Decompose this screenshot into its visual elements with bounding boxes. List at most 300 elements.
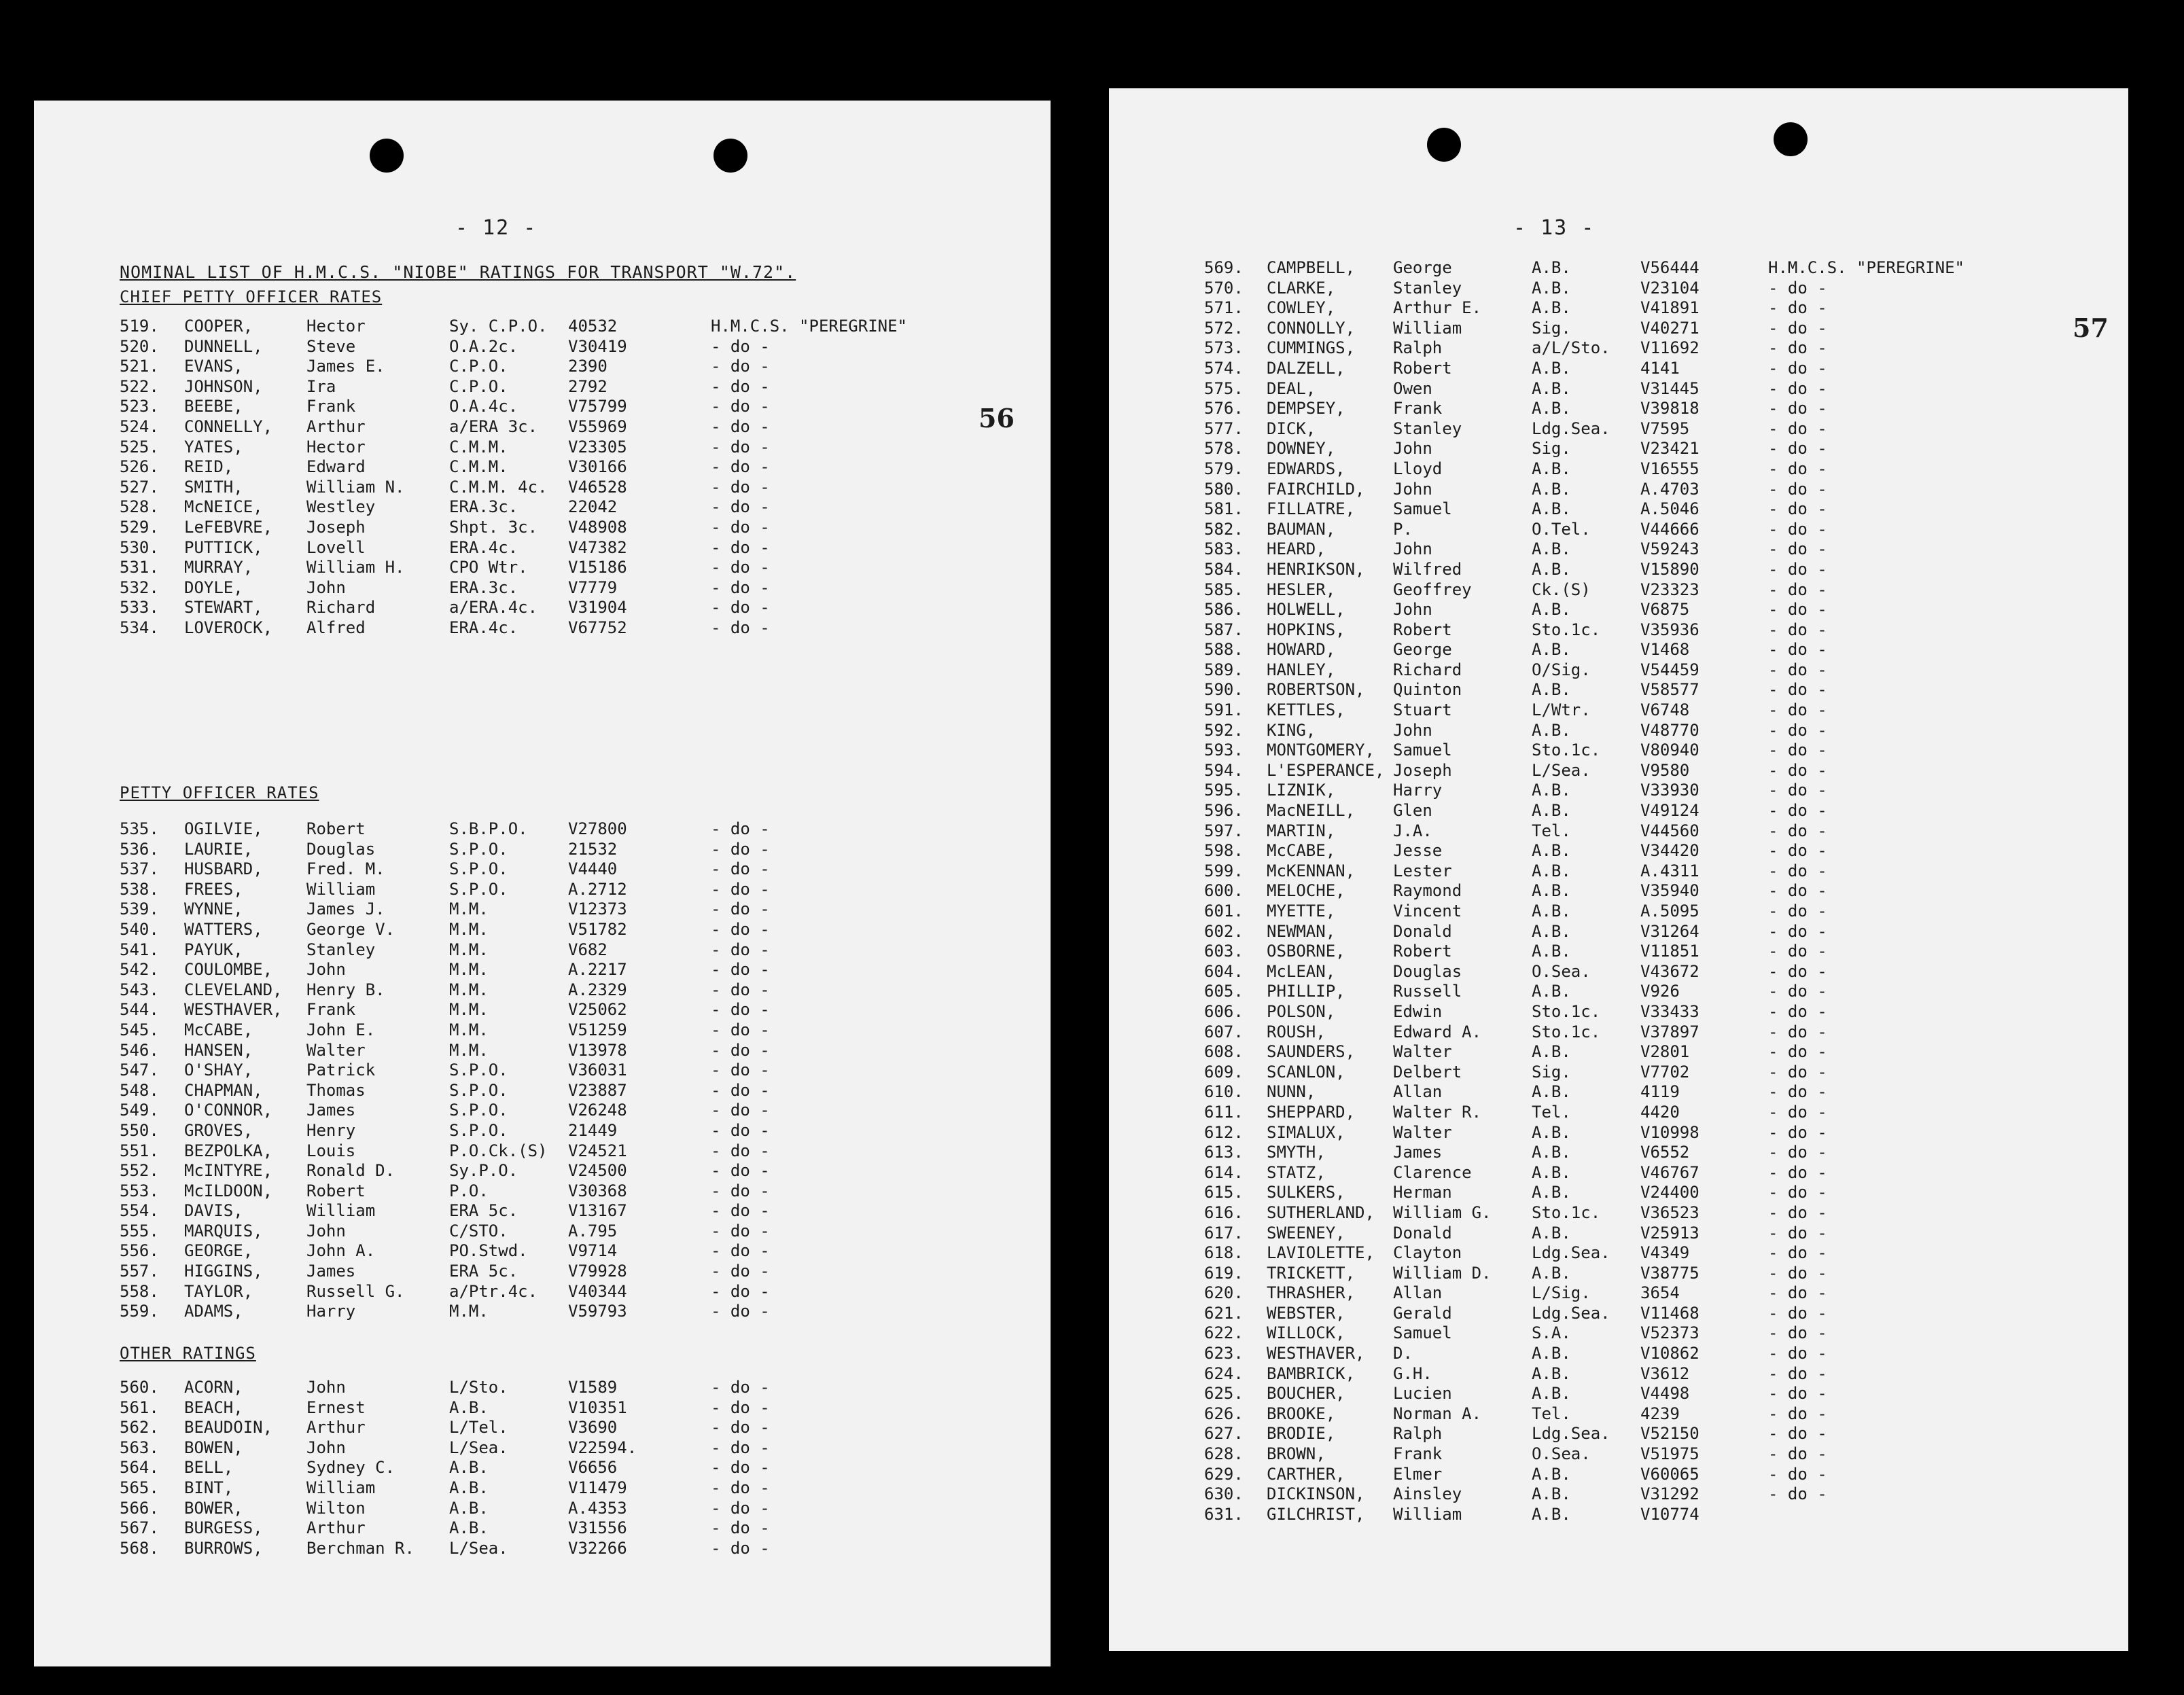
- entry-number-cell: 530.: [120, 537, 159, 557]
- table-row: [120, 538, 1003, 558]
- entry-number-cell: 582.: [1204, 519, 1244, 539]
- official-number-cell: V59243: [1640, 539, 1699, 559]
- rating-cell: a/ERA.4c.: [449, 598, 538, 618]
- table-row: [1204, 1224, 2088, 1244]
- entry-number-cell: 588.: [1204, 640, 1244, 660]
- punch-hole: [714, 139, 747, 173]
- entry-number-cell: 630.: [1204, 1484, 1244, 1504]
- table-row: [120, 337, 1003, 357]
- given-name-cell: John: [306, 577, 346, 597]
- rating-cell: L/Sto.: [449, 1378, 508, 1397]
- given-name-cell: James: [1393, 1143, 1443, 1162]
- ship-cell: - do -: [1768, 579, 1827, 599]
- table-row: [1204, 439, 2088, 459]
- ship-cell: H.M.C.S. "PEREGRINE": [1768, 258, 1965, 277]
- ship-cell: - do -: [711, 1201, 770, 1221]
- ship-cell: - do -: [1768, 1062, 1827, 1082]
- table-row: [120, 397, 1003, 417]
- surname-cell: FREES,: [184, 879, 243, 899]
- official-number-cell: V38775: [1640, 1263, 1699, 1283]
- official-number-cell: V6656: [568, 1458, 618, 1478]
- table-row: [1204, 902, 2088, 922]
- entry-number-cell: 621.: [1204, 1303, 1244, 1323]
- table-row: [1204, 480, 2088, 500]
- table-row: [1204, 1264, 2088, 1284]
- given-name-cell: John: [306, 1378, 346, 1397]
- ship-cell: - do -: [711, 1458, 770, 1478]
- given-name-cell: Walter: [1393, 1122, 1452, 1142]
- page-number: - 13 -: [1513, 216, 1596, 240]
- official-number-cell: V31445: [1640, 378, 1699, 398]
- surname-cell: GEORGE,: [184, 1241, 253, 1261]
- surname-cell: O'CONNOR,: [184, 1101, 273, 1120]
- surname-cell: MELOCHE,: [1267, 881, 1345, 901]
- entry-number-cell: 605.: [1204, 982, 1244, 1001]
- entry-number-cell: 584.: [1204, 559, 1244, 579]
- official-number-cell: 2792: [568, 376, 607, 396]
- ship-cell: - do -: [711, 1241, 770, 1261]
- entry-number-cell: 550.: [120, 1120, 159, 1140]
- section-table: [120, 819, 1003, 1322]
- given-name-cell: Henry: [306, 1120, 356, 1140]
- surname-cell: KING,: [1267, 720, 1316, 740]
- document-title: NOMINAL LIST OF H.M.C.S. "NIOBE" RATINGS FOR TRANSPORT "W.72".: [120, 262, 796, 282]
- surname-cell: LeFEBVRE,: [184, 517, 273, 537]
- entry-number-cell: 579.: [1204, 459, 1244, 478]
- table-row: [120, 377, 1003, 397]
- given-name-cell: Ronald D.: [306, 1161, 395, 1181]
- rating-cell: PO.Stwd.: [449, 1241, 528, 1261]
- given-name-cell: Harry: [1393, 781, 1443, 800]
- given-name-cell: Robert: [1393, 942, 1452, 961]
- official-number-cell: V80940: [1640, 741, 1699, 760]
- table-row: [120, 598, 1003, 618]
- ship-cell: - do -: [711, 899, 770, 919]
- surname-cell: DICK,: [1267, 418, 1316, 438]
- given-name-cell: Vincent: [1393, 902, 1462, 921]
- rating-cell: M.M.: [449, 960, 489, 980]
- given-name-cell: Frank: [1393, 399, 1443, 418]
- entry-number-cell: 618.: [1204, 1243, 1244, 1263]
- official-number-cell: 22042: [568, 497, 618, 517]
- surname-cell: COWLEY,: [1267, 298, 1336, 318]
- surname-cell: LAVIOLETTE,: [1267, 1243, 1375, 1263]
- table-row: [120, 1020, 1003, 1041]
- official-number-cell: V31904: [568, 598, 627, 618]
- entry-number-cell: 604.: [1204, 961, 1244, 981]
- ship-cell: - do -: [1768, 861, 1827, 880]
- entry-number-cell: 623.: [1204, 1344, 1244, 1363]
- entry-number-cell: 547.: [120, 1060, 159, 1080]
- rating-cell: M.M.: [449, 1302, 489, 1321]
- rating-cell: L/Sea.: [449, 1438, 508, 1457]
- entry-number-cell: 598.: [1204, 841, 1244, 861]
- ship-cell: - do -: [1768, 1444, 1827, 1464]
- table-row: [1204, 1143, 2088, 1163]
- table-row: [120, 980, 1003, 1001]
- rating-cell: Sto.1c.: [1532, 741, 1601, 760]
- entry-number-cell: 534.: [120, 618, 159, 637]
- entry-number-cell: 553.: [120, 1181, 159, 1200]
- rating-cell: M.M.: [449, 899, 489, 919]
- rating-cell: A.B.: [449, 1397, 489, 1417]
- official-number-cell: V51975: [1640, 1444, 1699, 1464]
- rating-cell: S.P.O.: [449, 859, 508, 879]
- surname-cell: ACORN,: [184, 1378, 243, 1397]
- entry-number-cell: 590.: [1204, 680, 1244, 700]
- entry-number-cell: 619.: [1204, 1263, 1244, 1283]
- given-name-cell: Stuart: [1393, 700, 1452, 720]
- surname-cell: CUMMINGS,: [1267, 338, 1356, 358]
- given-name-cell: James E.: [306, 357, 385, 376]
- surname-cell: SMITH,: [184, 477, 243, 497]
- given-name-cell: Allan: [1393, 1082, 1443, 1102]
- entry-number-cell: 564.: [120, 1458, 159, 1478]
- surname-cell: DOYLE,: [184, 577, 243, 597]
- official-number-cell: V51782: [568, 919, 627, 939]
- surname-cell: HEARD,: [1267, 539, 1326, 559]
- ship-cell: - do -: [711, 859, 770, 879]
- rating-cell: A.B.: [1532, 1082, 1571, 1102]
- official-number-cell: V27800: [568, 819, 627, 838]
- entry-number-cell: 593.: [1204, 741, 1244, 760]
- section-heading: OTHER RATINGS: [120, 1344, 256, 1363]
- surname-cell: BOWEN,: [184, 1438, 243, 1457]
- entry-number-cell: 549.: [120, 1101, 159, 1120]
- ship-cell: - do -: [1768, 338, 1827, 358]
- rating-cell: A.B.: [1532, 1464, 1571, 1484]
- rating-cell: O/Sig.: [1532, 660, 1591, 679]
- ship-cell: - do -: [1768, 318, 1827, 338]
- official-number-cell: V30419: [568, 336, 627, 356]
- surname-cell: BEACH,: [184, 1397, 243, 1417]
- rating-cell: L/Sig.: [1532, 1283, 1591, 1303]
- ship-cell: - do -: [1768, 720, 1827, 740]
- right-table: [1204, 258, 2088, 1524]
- official-number-cell: V23421: [1640, 439, 1699, 459]
- official-number-cell: V40271: [1640, 318, 1699, 338]
- rating-cell: Tel.: [1532, 821, 1571, 840]
- official-number-cell: V25062: [568, 1000, 627, 1020]
- entry-number-cell: 560.: [120, 1378, 159, 1397]
- entry-number-cell: 554.: [120, 1201, 159, 1221]
- table-row: [120, 497, 1003, 518]
- surname-cell: LOVEROCK,: [184, 618, 273, 637]
- table-row: [1204, 459, 2088, 480]
- official-number-cell: V11851: [1640, 942, 1699, 961]
- official-number-cell: V4498: [1640, 1384, 1690, 1404]
- official-number-cell: V23323: [1640, 579, 1699, 599]
- entry-number-cell: 533.: [120, 598, 159, 618]
- table-row: [120, 478, 1003, 498]
- official-number-cell: V16555: [1640, 459, 1699, 478]
- table-row: [120, 1378, 1003, 1398]
- official-number-cell: V4349: [1640, 1243, 1690, 1263]
- rating-cell: A.B.: [1532, 479, 1571, 499]
- table-row: [120, 1418, 1003, 1438]
- given-name-cell: G.H.: [1393, 1363, 1432, 1383]
- rating-cell: Sto.1c.: [1532, 1022, 1601, 1041]
- official-number-cell: A.2329: [568, 980, 627, 999]
- given-name-cell: Thomas: [306, 1080, 366, 1100]
- surname-cell: DALZELL,: [1267, 358, 1345, 378]
- given-name-cell: Jesse: [1393, 841, 1443, 861]
- surname-cell: LIZNIK,: [1267, 781, 1336, 800]
- official-number-cell: V24521: [568, 1141, 627, 1160]
- rating-cell: Sig.: [1532, 439, 1571, 459]
- ship-cell: - do -: [1768, 479, 1827, 499]
- official-number-cell: V31264: [1640, 921, 1699, 941]
- table-row: [1204, 620, 2088, 641]
- rating-cell: Tel.: [1532, 1404, 1571, 1423]
- ship-cell: - do -: [711, 1498, 770, 1518]
- given-name-cell: William: [306, 1201, 376, 1221]
- surname-cell: BAMBRICK,: [1267, 1363, 1356, 1383]
- entry-number-cell: 616.: [1204, 1202, 1244, 1222]
- rating-cell: A.B.: [1532, 680, 1571, 700]
- rating-cell: Tel.: [1532, 1102, 1571, 1122]
- table-row: [1204, 881, 2088, 902]
- ship-cell: - do -: [711, 1141, 770, 1160]
- ship-cell: - do -: [711, 1181, 770, 1200]
- given-name-cell: Fred. M.: [306, 859, 385, 879]
- entry-number-cell: 532.: [120, 577, 159, 597]
- surname-cell: MURRAY,: [184, 558, 253, 577]
- given-name-cell: Robert: [1393, 620, 1452, 639]
- rating-cell: A.B.: [1532, 1484, 1571, 1504]
- given-name-cell: P.: [1393, 519, 1413, 539]
- table-row: [1204, 1002, 2088, 1022]
- rating-cell: CPO Wtr.: [449, 558, 528, 577]
- ship-cell: - do -: [711, 839, 770, 859]
- table-row: [120, 518, 1003, 538]
- given-name-cell: Hector: [306, 437, 366, 457]
- entry-number-cell: 531.: [120, 558, 159, 577]
- given-name-cell: Gerald: [1393, 1303, 1452, 1323]
- official-number-cell: V52373: [1640, 1323, 1699, 1343]
- entry-number-cell: 559.: [120, 1302, 159, 1321]
- official-number-cell: V35936: [1640, 620, 1699, 639]
- given-name-cell: Stanley: [306, 940, 376, 959]
- ship-cell: - do -: [711, 1120, 770, 1140]
- entry-number-cell: 521.: [120, 357, 159, 376]
- official-number-cell: V2801: [1640, 1042, 1690, 1062]
- ship-cell: - do -: [711, 618, 770, 637]
- table-row: [1204, 660, 2088, 681]
- entry-number-cell: 548.: [120, 1080, 159, 1100]
- ship-cell: - do -: [1768, 620, 1827, 639]
- rating-cell: Ldg.Sea.: [1532, 1424, 1610, 1444]
- rating-cell: A.B.: [1532, 278, 1571, 298]
- entry-number-cell: 524.: [120, 416, 159, 436]
- ship-cell: - do -: [711, 1418, 770, 1438]
- entry-number-cell: 557.: [120, 1262, 159, 1281]
- official-number-cell: V33433: [1640, 1001, 1699, 1021]
- table-row: [1204, 1103, 2088, 1123]
- official-number-cell: V7702: [1640, 1062, 1690, 1082]
- ship-cell: - do -: [1768, 1102, 1827, 1122]
- ship-cell: - do -: [1768, 881, 1827, 901]
- entry-number-cell: 555.: [120, 1221, 159, 1241]
- official-number-cell: 4119: [1640, 1082, 1680, 1102]
- rating-cell: A.B.: [1532, 1344, 1571, 1363]
- table-row: [1204, 1364, 2088, 1385]
- entry-number-cell: 543.: [120, 980, 159, 999]
- entry-number-cell: 545.: [120, 1020, 159, 1039]
- rating-cell: A.B.: [449, 1458, 489, 1478]
- entry-number-cell: 566.: [120, 1498, 159, 1518]
- given-name-cell: Wilton: [306, 1498, 366, 1518]
- entry-number-cell: 617.: [1204, 1223, 1244, 1243]
- entry-number-cell: 589.: [1204, 660, 1244, 679]
- rating-cell: A.B.: [1532, 1504, 1571, 1524]
- page-number: - 12 -: [455, 216, 538, 240]
- table-row: [1204, 1323, 2088, 1344]
- given-name-cell: Ira: [306, 376, 336, 396]
- rating-cell: O.Sea.: [1532, 1444, 1591, 1464]
- ship-cell: - do -: [711, 1281, 770, 1301]
- table-row: [1204, 821, 2088, 842]
- official-number-cell: V11479: [568, 1478, 627, 1497]
- rating-cell: L/Wtr.: [1532, 700, 1591, 720]
- rating-cell: A.B.: [1532, 1143, 1571, 1162]
- table-row: [1204, 761, 2088, 781]
- rating-cell: ERA.3c.: [449, 577, 518, 597]
- ship-cell: - do -: [1768, 741, 1827, 760]
- official-number-cell: V33930: [1640, 781, 1699, 800]
- given-name-cell: Samuel: [1393, 1323, 1452, 1343]
- given-name-cell: Clayton: [1393, 1243, 1462, 1263]
- table-row: [1204, 982, 2088, 1002]
- surname-cell: OSBORNE,: [1267, 942, 1345, 961]
- table-row: [120, 1241, 1003, 1262]
- rating-cell: A.B.: [1532, 982, 1571, 1001]
- official-number-cell: V10862: [1640, 1344, 1699, 1363]
- table-row: [1204, 1484, 2088, 1505]
- entry-number-cell: 570.: [1204, 278, 1244, 298]
- table-row: [120, 1201, 1003, 1221]
- rating-cell: L/Sea.: [1532, 760, 1591, 780]
- rating-cell: A.B.: [1532, 801, 1571, 821]
- official-number-cell: V10774: [1640, 1504, 1699, 1524]
- table-row: [1204, 419, 2088, 440]
- official-number-cell: V49124: [1640, 801, 1699, 821]
- ship-cell: - do -: [711, 1397, 770, 1417]
- surname-cell: TRICKETT,: [1267, 1263, 1356, 1283]
- surname-cell: McCABE,: [1267, 841, 1336, 861]
- ship-cell: - do -: [1768, 1484, 1827, 1504]
- given-name-cell: Quinton: [1393, 680, 1462, 700]
- surname-cell: McLEAN,: [1267, 961, 1336, 981]
- table-row: [1204, 298, 2088, 319]
- table-row: [1204, 962, 2088, 982]
- surname-cell: JOHNSON,: [184, 376, 263, 396]
- table-row: [1204, 1082, 2088, 1103]
- given-name-cell: William: [306, 1478, 376, 1497]
- table-row: [120, 1081, 1003, 1101]
- table-row: [1204, 1344, 2088, 1364]
- rating-cell: S.P.O.: [449, 839, 508, 859]
- table-row: [120, 618, 1003, 639]
- table-row: [1204, 781, 2088, 801]
- given-name-cell: Harry: [306, 1302, 356, 1321]
- official-number-cell: 21449: [568, 1120, 618, 1140]
- given-name-cell: Robert: [1393, 358, 1452, 378]
- table-row: [120, 578, 1003, 599]
- ship-cell: H.M.C.S. "PEREGRINE": [711, 317, 907, 336]
- rating-cell: ERA.3c.: [449, 497, 518, 517]
- table-row: [120, 1539, 1003, 1559]
- surname-cell: BEAUDOIN,: [184, 1418, 273, 1438]
- entry-number-cell: 587.: [1204, 620, 1244, 639]
- given-name-cell: John E.: [306, 1020, 376, 1039]
- entry-number-cell: 537.: [120, 859, 159, 879]
- official-number-cell: V26248: [568, 1101, 627, 1120]
- rating-cell: A.B.: [1532, 1384, 1571, 1404]
- ship-cell: - do -: [1768, 1424, 1827, 1444]
- rating-cell: M.M.: [449, 919, 489, 939]
- surname-cell: CLEVELAND,: [184, 980, 283, 999]
- official-number-cell: V41891: [1640, 298, 1699, 318]
- rating-cell: Sto.1c.: [1532, 1001, 1601, 1021]
- surname-cell: SIMALUX,: [1267, 1122, 1345, 1142]
- given-name-cell: Norman A.: [1393, 1404, 1482, 1423]
- entry-number-cell: 576.: [1204, 399, 1244, 418]
- ship-cell: - do -: [1768, 559, 1827, 579]
- surname-cell: CLARKE,: [1267, 278, 1336, 298]
- entry-number-cell: 520.: [120, 336, 159, 356]
- table-row: [1204, 1304, 2088, 1324]
- surname-cell: WATTERS,: [184, 919, 263, 939]
- ship-cell: - do -: [1768, 519, 1827, 539]
- surname-cell: FAIRCHILD,: [1267, 479, 1365, 499]
- ship-cell: - do -: [1768, 1363, 1827, 1383]
- given-name-cell: John A.: [306, 1241, 376, 1261]
- ship-cell: - do -: [711, 497, 770, 517]
- official-number-cell: 2390: [568, 357, 607, 376]
- given-name-cell: James: [306, 1262, 356, 1281]
- table-row: [1204, 680, 2088, 700]
- given-name-cell: Louis: [306, 1141, 356, 1160]
- surname-cell: HOLWELL,: [1267, 600, 1345, 620]
- entry-number-cell: 631.: [1204, 1504, 1244, 1524]
- rating-cell: A.B.: [1532, 1042, 1571, 1062]
- ship-cell: - do -: [711, 980, 770, 999]
- table-row: [1204, 338, 2088, 359]
- rating-cell: Sy. C.P.O.: [449, 317, 548, 336]
- given-name-cell: Westley: [306, 497, 376, 517]
- entry-number-cell: 578.: [1204, 439, 1244, 459]
- rating-cell: A.B.: [1532, 881, 1571, 901]
- official-number-cell: V37897: [1640, 1022, 1699, 1041]
- official-number-cell: V31292: [1640, 1484, 1699, 1504]
- table-row: [120, 1221, 1003, 1242]
- entry-number-cell: 592.: [1204, 720, 1244, 740]
- surname-cell: HANLEY,: [1267, 660, 1336, 679]
- entry-number-cell: 522.: [120, 376, 159, 396]
- rating-cell: C.M.M. 4c.: [449, 477, 548, 497]
- official-number-cell: V43672: [1640, 961, 1699, 981]
- entry-number-cell: 612.: [1204, 1122, 1244, 1142]
- surname-cell: WYNNE,: [184, 899, 243, 919]
- left-document-page: [34, 101, 1051, 1666]
- ship-cell: - do -: [1768, 1464, 1827, 1484]
- official-number-cell: V12373: [568, 899, 627, 919]
- given-name-cell: John: [306, 960, 346, 980]
- surname-cell: O'SHAY,: [184, 1060, 253, 1080]
- table-row: [1204, 700, 2088, 721]
- official-number-cell: V51259: [568, 1020, 627, 1039]
